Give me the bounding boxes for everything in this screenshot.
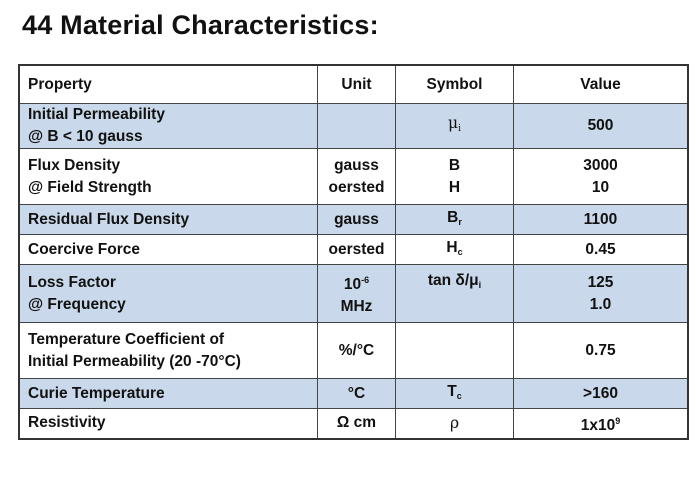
- property-cell: Coercive Force: [19, 235, 318, 265]
- header-property: Property: [19, 65, 318, 104]
- unit-cell: °C: [318, 379, 396, 409]
- table-row: [19, 149, 688, 205]
- unit-cell: [318, 265, 396, 323]
- symbol-subscript: c: [456, 390, 462, 401]
- property-label: Flux Density: [28, 156, 121, 174]
- unit-line: gauss: [334, 156, 379, 174]
- header-unit: Unit: [318, 65, 396, 104]
- property-cell: Curie Temperature: [19, 379, 318, 409]
- unit-line: oersted: [328, 178, 385, 196]
- value-cell: [514, 149, 689, 205]
- value-cell: >160: [514, 379, 689, 409]
- symbol-cell: [396, 149, 514, 205]
- symbol-base: T: [447, 382, 457, 400]
- symbol-subscript: c: [457, 246, 463, 257]
- symbol-line: [404, 270, 505, 296]
- value-cell: 500: [514, 104, 689, 149]
- value-line: 125: [587, 273, 614, 291]
- unit-cell: [318, 149, 396, 205]
- property-condition: @ Field Strength: [28, 178, 152, 196]
- symbol-base: H: [446, 238, 458, 256]
- table-row: [19, 104, 688, 149]
- unit-superscript: -6: [361, 275, 370, 285]
- property-cell: [19, 265, 318, 323]
- table-row: [19, 205, 688, 235]
- table-row: [19, 265, 688, 323]
- property-cell: Residual Flux Density: [19, 205, 318, 235]
- symbol-subscript: r: [458, 216, 462, 227]
- value-cell: 0.75: [514, 323, 689, 379]
- symbol-base: μ: [448, 114, 459, 132]
- unit-cell: Ω cm: [318, 409, 396, 439]
- property-cell: [19, 104, 318, 149]
- property-condition: @ Frequency: [28, 295, 126, 313]
- symbol-base: B: [447, 208, 459, 226]
- symbol-subscript: i: [478, 279, 482, 290]
- symbol-cell: [396, 205, 514, 235]
- unit-line: [326, 269, 387, 296]
- symbol-line: B: [448, 156, 461, 174]
- value-line: 1.0: [589, 295, 612, 313]
- symbol-subscript: i: [458, 124, 461, 134]
- property-cell: Resistivity: [19, 409, 318, 439]
- unit-line: MHz: [340, 298, 373, 315]
- value-cell: [514, 265, 689, 323]
- table-row: [19, 323, 688, 379]
- property-label: Initial Permeability (20 -70°C): [28, 352, 241, 370]
- property-label: Initial Permeability: [28, 106, 165, 123]
- unit-base: 10: [343, 276, 362, 293]
- symbol-cell: [396, 235, 514, 265]
- table-row: [19, 235, 688, 265]
- table-header-row: [19, 65, 688, 104]
- table-row: [19, 409, 688, 439]
- property-label: Temperature Coefficient of: [28, 330, 225, 348]
- material-characteristics-table: [18, 64, 689, 440]
- symbol-cell: ρ: [396, 409, 514, 439]
- property-condition: @ B < 10 gauss: [28, 128, 143, 145]
- unit-cell: gauss: [318, 205, 396, 235]
- table-row: [19, 379, 688, 409]
- symbol-cell: [396, 104, 514, 149]
- value-line: 3000: [583, 156, 618, 174]
- header-value: Value: [514, 65, 689, 104]
- unit-cell: [318, 104, 396, 149]
- symbol-cell: [396, 323, 514, 379]
- value-superscript: 9: [615, 415, 621, 426]
- property-label: Loss Factor: [28, 273, 116, 291]
- symbol-text: tan δ/μ: [427, 271, 479, 289]
- unit-cell: oersted: [318, 235, 396, 265]
- symbol-line: H: [448, 178, 461, 196]
- page-title: 44 Material Characteristics:: [22, 10, 379, 40]
- value-cell: [514, 409, 689, 439]
- property-cell: [19, 149, 318, 205]
- header-symbol: Symbol: [396, 65, 514, 104]
- value-cell: 0.45: [514, 235, 689, 265]
- symbol-cell: [396, 265, 514, 323]
- symbol-cell: [396, 379, 514, 409]
- value-line: 10: [591, 178, 610, 196]
- value-base: 1x10: [580, 416, 616, 434]
- value-cell: 1100: [514, 205, 689, 235]
- property-cell: [19, 323, 318, 379]
- unit-cell: %/°C: [318, 323, 396, 379]
